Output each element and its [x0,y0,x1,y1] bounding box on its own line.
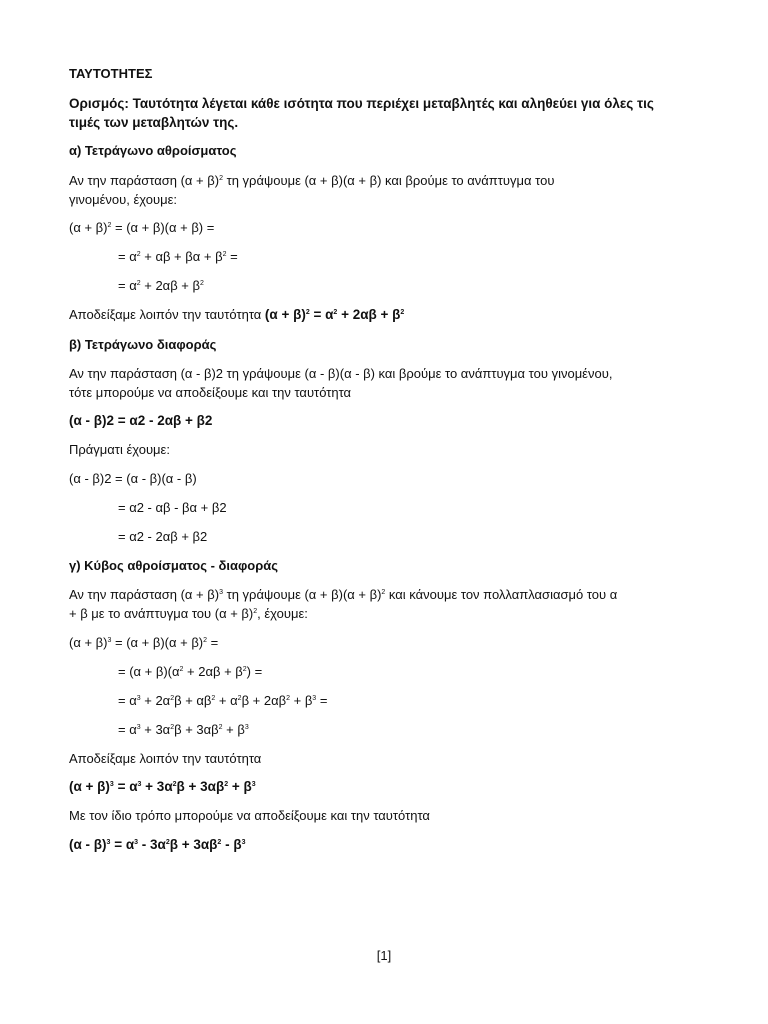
section-c-equation-3: = $\alpha^3 + 2\alpha^2\beta + \alpha\beta^2 + \alpha^2\beta + 2\alpha\beta^2 + \beta^3$ = [118,693,328,708]
page-number: [1] [376,948,392,963]
section-b-equation-1: (α - β)2 = (α - β)(α - β) [69,471,197,486]
section-a-equation-1: $(\alpha + \beta)^2 = (\alpha + \beta)(\alpha + \beta)$ = [69,220,215,235]
section-c-intro-line-2: + β με το ανάπτυγμα του $(\alpha + \beta)^2$, έχουμε: [69,606,308,621]
section-a-identity: $(\alpha + \beta)^2 = \alpha^2 + 2\alpha\beta + \beta^2$ [264,307,405,322]
section-b-heading: β) Τετράγωνο διαφοράς [69,337,217,352]
section-a-conclusion: Αποδείξαμε λοιπόν την ταυτότητα $(\alpha + \beta)^2 = \alpha^2 + 2\alpha\beta + \beta^2$ [69,307,405,322]
section-b-intro-line-2: τότε μπορούμε να αποδείξουμε και την ταυτότητα [69,385,352,400]
section-b-equation-2: = α2 - αβ - βα + β2 [118,500,227,515]
section-c-same-way: Με τον ίδιο τρόπο μπορούμε να αποδείξουμε και την ταυτότητα [69,808,430,823]
section-a-heading: α) Τετράγωνο αθροίσματος [69,143,237,158]
section-c-heading: γ) Κύβος αθροίσματος - διαφοράς [69,558,279,573]
section-c-identity-cube-diff: $(\alpha - \beta)^3 = \alpha^3 - 3\alpha^2\beta + 3\alpha\beta^2 - \beta^3$ [69,837,246,852]
definition-line-1: Ορισμός: Ταυτότητα λέγεται κάθε ισότητα που περιέχει μεταβλητές και αληθεύει για όλες τις [69,96,654,111]
document-title: ΤΑΥΤΟΤΗΤΕΣ [69,66,153,81]
section-c-equation-4: = $\alpha^3 + 3\alpha^2\beta + 3\alpha\beta^2 + \beta^3$ [118,722,249,737]
section-c-equation-1: $(\alpha + \beta)^3 = (\alpha + \beta)(\alpha + \beta)^2$ = [69,635,219,650]
section-b-indeed: Πράγματι έχουμε: [69,442,170,457]
section-a-equation-2: = $\alpha^2 + \alpha\beta + \beta\alpha + \beta^2$ = [118,249,238,264]
section-b-identity: (α - β)2 = α2 - 2αβ + β2 [69,413,213,428]
section-b-equation-3: = α2 - 2αβ + β2 [118,529,208,544]
section-c-intro-line-1: Αν την παράσταση $(\alpha + \beta)^3$ τη γράψουμε $(\alpha + \beta)(\alpha + \beta)^2$ και κάνουμε τον πολλαπλασιασμό του α [69,587,618,602]
section-a-equation-3: = $\alpha^2 + 2\alpha\beta + \beta^2$ [118,278,204,293]
section-c-identity-cube-sum: $(\alpha + \beta)^3 = \alpha^3 + 3\alpha^2\beta + 3\alpha\beta^2 + \beta^3$ [69,779,256,794]
section-c-equation-2: = $(\alpha + \beta)(\alpha^2 + 2\alpha\beta + \beta^2)$ = [118,664,263,679]
section-b-intro-line-1: Αν την παράσταση (α - β)2 τη γράψουμε (α - β)(α - β) και βρούμε το ανάπτυγμα του γινομένου, [69,366,613,381]
section-c-conclusion: Αποδείξαμε λοιπόν την ταυτότητα [69,751,262,766]
section-a-intro-line-1: Αν την παράσταση $(\alpha + \beta)^2$ τη γράψουμε (α + β)(α + β) και βρούμε το ανάπτυγμα του [69,173,555,188]
section-a-intro-line-2: γινομένου, έχουμε: [69,192,177,207]
definition-line-2: τιμές των μεταβλητών της. [69,115,239,130]
